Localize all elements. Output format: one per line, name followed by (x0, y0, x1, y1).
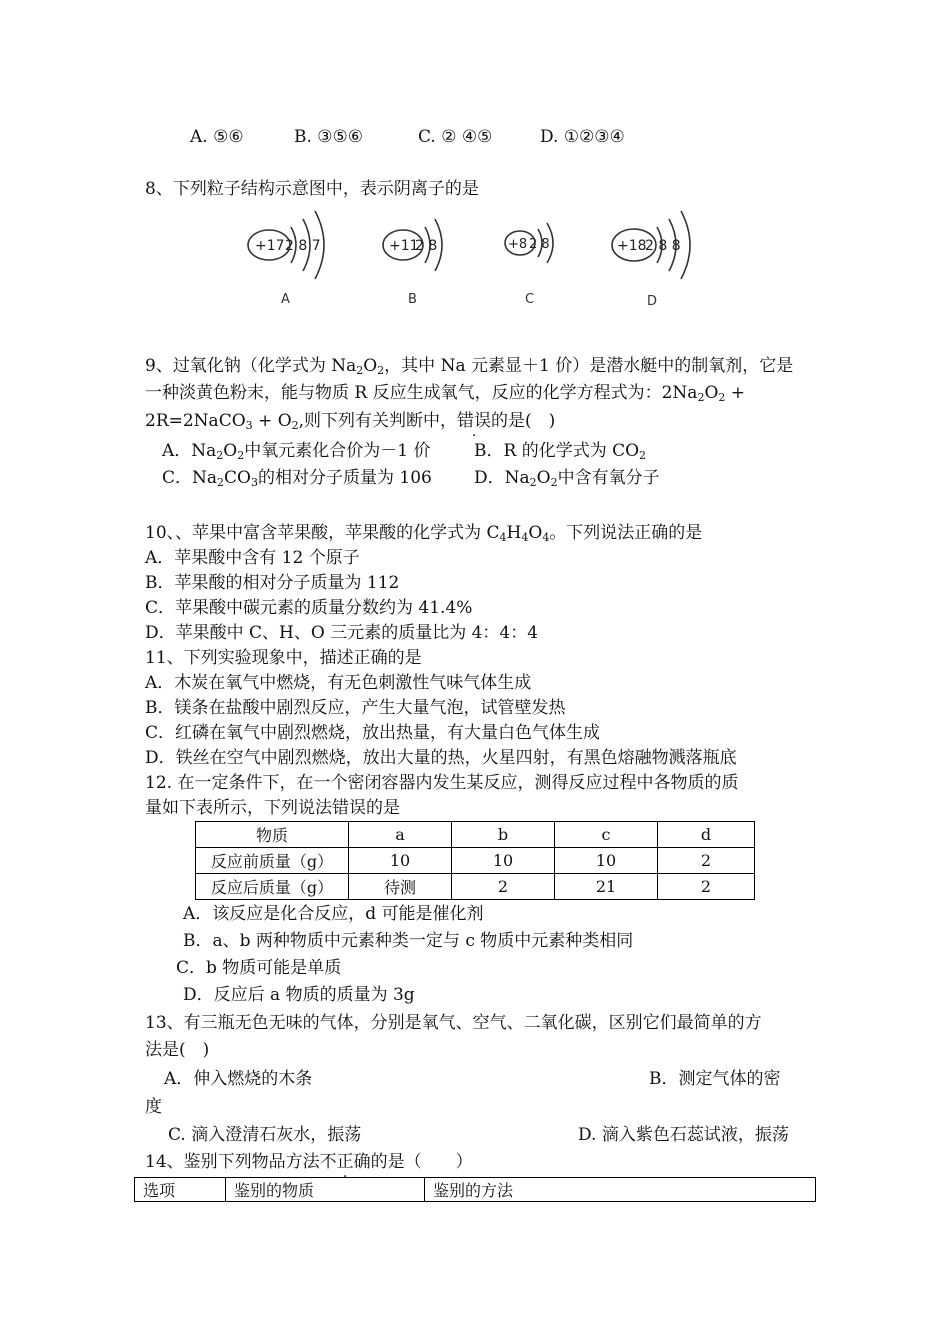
q14-table (134, 1177, 816, 1202)
q9-line-1: 9、过氧化钠（化学式为 $Na_2O_2$，其中 Na 元素显＋1 价）是潜水艇中的制氧剂，它是 (145, 356, 794, 377)
table-cell: c (555, 822, 658, 848)
atom-c-letter: C (525, 292, 535, 307)
table-cell: 反应后质量（g） (196, 874, 349, 900)
q13-stem-line-1: 13、有三瓶无色无味的气体，分别是氧气、空气、二氧化碳，区别它们最简单的方 (145, 1013, 762, 1033)
q11-option-b: B．镁条在盐酸中剧烈反应，产生大量气泡，试管壁发热 (145, 698, 566, 718)
table-header-cell: 鉴别的物质 (226, 1178, 425, 1202)
q10-stem: 10、、苹果中富含苹果酸，苹果酸的化学式为 $C_4H_4O_4$。下列说法正确的是 (145, 523, 703, 544)
q9-line-2: 一种淡黄色粉末，能与物质 R 反应生成氧气，反应的化学方程式为：$2Na_2O_2$ + (145, 383, 746, 404)
atom-diagrams (245, 205, 715, 310)
q12-stem-line-2: 量如下表所示，下列说法错误的是 (145, 798, 400, 818)
table-cell: a (349, 822, 452, 848)
table-cell: 10 (555, 848, 658, 874)
table-header-cell: 选项 (135, 1178, 226, 1202)
q14-stem: 14、鉴别下列物品方法不正确的是（ ） (145, 1152, 473, 1172)
q13-option-d: D. 滴入紫色石蕊试液，振荡 (578, 1125, 789, 1145)
q12-stem-line-1: 12. 在一定条件下，在一个密闭容器内发生某反应，测得反应过程中各物质的质 (145, 773, 739, 793)
table-row (196, 874, 755, 900)
q11-option-a: A．木炭在氧气中燃烧，有无色刺激性气味气体生成 (145, 673, 532, 693)
table-cell: 2 (658, 874, 755, 900)
q11-option-c: C．红磷在氧气中剧烈燃烧，放出热量，有大量白色气体生成 (145, 723, 601, 743)
q9-line-3: 2R=2NaCO$_3$ + $O_2$,则下列有关判断中，错误的是( ) (145, 411, 556, 432)
q12-option-b: B．a、b 两种物质中元素种类一定与 c 物质中元素种类相同 (183, 931, 634, 951)
q13-option-a: A．伸入燃烧的木条 (164, 1069, 313, 1089)
q10-option-d: D．苹果酸中 C、H、O 三元素的质量比为 4：4：4 (145, 623, 539, 643)
q13-option-b-continued: 度 (145, 1097, 162, 1117)
emphasis-bu-zhengque: 不正确 (319, 1152, 371, 1172)
atom-b-shells: 2 8 (415, 238, 438, 254)
atom-b-nucleus: +11 (389, 238, 419, 254)
atom-a-letter: A (281, 292, 290, 307)
q7-option-b: B. ③⑤⑥ (294, 127, 364, 147)
q13-option-c: C. 滴入澄清石灰水，振荡 (168, 1125, 362, 1145)
table-cell: 2 (452, 874, 555, 900)
table-cell: b (452, 822, 555, 848)
table-cell: 物质 (196, 822, 349, 848)
atom-c-shells: 2 8 (529, 237, 550, 252)
q9-option-d: D．$Na_2O_2$中含有氧分子 (474, 468, 660, 489)
q12-table (195, 821, 755, 900)
table-cell: d (658, 822, 755, 848)
table-row (196, 822, 755, 848)
q9-options-cd (162, 467, 660, 489)
q9-option-a: A．$Na_2O_2$中氧元素化合价为－1 价 (162, 441, 431, 462)
q7-option-d: D. ①②③④ (540, 127, 625, 147)
emphasis-cuowu: 错误 (457, 411, 492, 431)
table-row (135, 1178, 816, 1202)
q9-option-b: B．R 的化学式为 $CO_2$ (474, 441, 647, 462)
atom-b-letter: B (408, 292, 417, 307)
q7-option-c: C. ② ④⑤ (418, 127, 493, 147)
q8-stem: 8、下列粒子结构示意图中，表示阴离子的是 (145, 179, 479, 199)
q7-option-a: A. ⑤⑥ (190, 127, 244, 147)
q10-option-a: A．苹果酸中含有 12 个原子 (145, 548, 360, 568)
table-cell: 反应前质量（g） (196, 848, 349, 874)
atom-a-nucleus: +17 (255, 238, 285, 254)
q9-options-ab (162, 440, 646, 462)
atom-d-shells: 2 8 8 (645, 238, 681, 254)
table-row (196, 848, 755, 874)
q10-option-c: C．苹果酸中碳元素的质量分数约为 41.4% (145, 598, 473, 618)
q12-option-c: C．b 物质可能是单质 (176, 958, 342, 978)
table-cell: 21 (555, 874, 658, 900)
q12-option-a: A．该反应是化合反应，d 可能是催化剂 (183, 904, 484, 924)
q9-option-c: C．$Na_2CO_3$的相对分子质量为 106 (162, 468, 432, 489)
atom-c-nucleus: +8 (508, 237, 528, 252)
q7-options (190, 126, 625, 148)
atom-d-nucleus: +18 (617, 238, 647, 254)
q13-stem-line-2: 法是( ) (145, 1040, 210, 1060)
q10-option-b: B．苹果酸的相对分子质量为 112 (145, 573, 400, 593)
table-cell: 2 (658, 848, 755, 874)
table-header-cell: 鉴别的方法 (425, 1178, 816, 1202)
table-cell: 10 (349, 848, 452, 874)
q11-stem: 11、下列实验现象中，描述正确的是 (145, 648, 422, 668)
table-cell: 待测 (349, 874, 452, 900)
q11-option-d: D．铁丝在空气中剧烈燃烧，放出大量的热，火星四射，有黑色熔融物溅落瓶底 (145, 748, 737, 768)
q13-option-b: B．测定气体的密 (649, 1069, 781, 1089)
atom-a-shells: 2 8 7 (285, 238, 321, 254)
table-cell: 10 (452, 848, 555, 874)
atom-d-letter: D (647, 294, 658, 309)
q12-option-d: D．反应后 a 物质的质量为 3g (183, 985, 415, 1005)
